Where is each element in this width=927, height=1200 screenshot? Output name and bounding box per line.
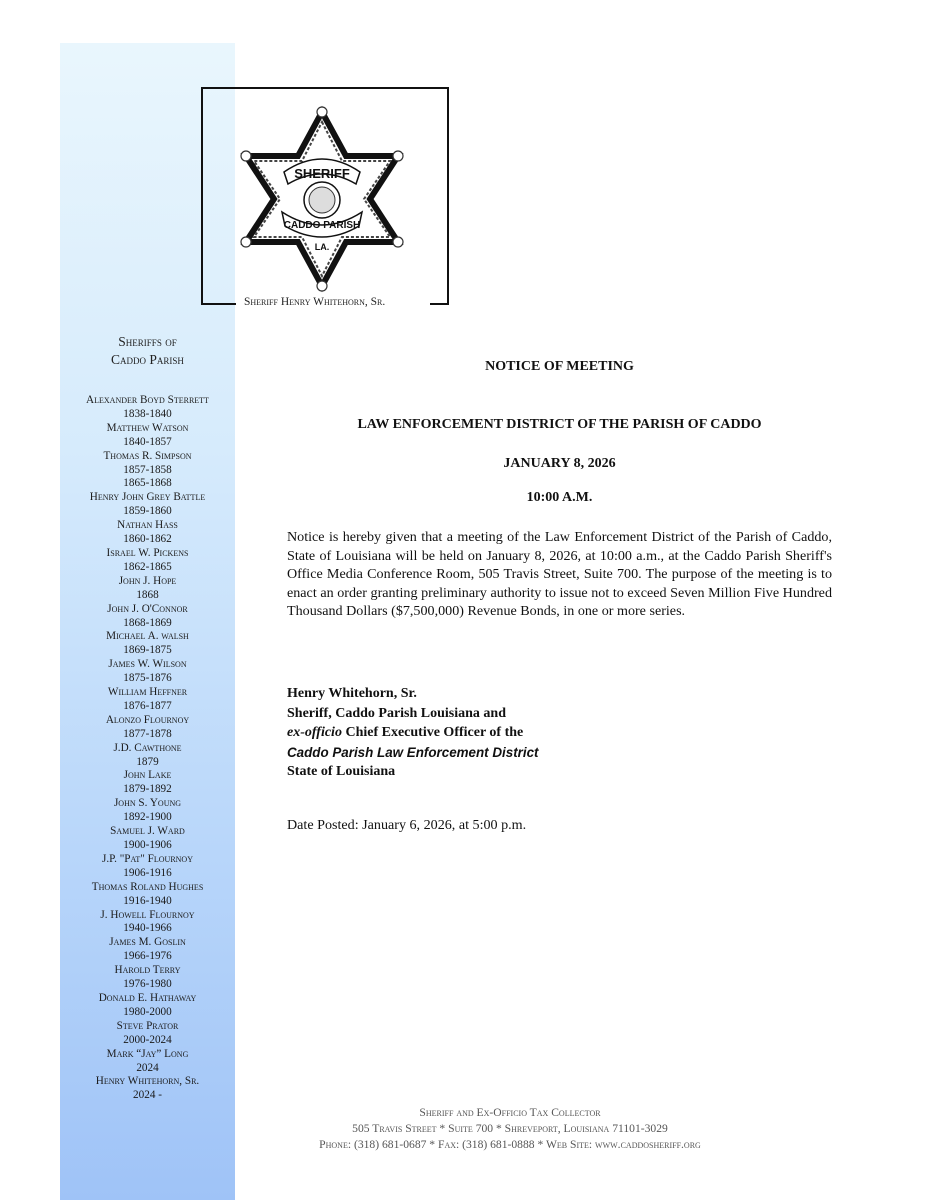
frame-divider-right bbox=[430, 303, 447, 305]
badge-bottom-text: CADDO PARISH bbox=[283, 220, 361, 231]
signer-role bbox=[287, 723, 687, 743]
sheriff-name: J.P. "Pat" Flournoy bbox=[102, 852, 193, 865]
sheriff-name: Alonzo Flournoy bbox=[105, 713, 190, 726]
sheriff-name: J.D. Cawthone bbox=[113, 741, 182, 754]
sheriff-star-badge-icon bbox=[232, 104, 412, 294]
district-heading: LAW ENFORCEMENT DISTRICT OF THE PARISH OF CADDO bbox=[357, 417, 762, 432]
footer-line-title: Sheriff and Ex-Officio Tax Collector bbox=[419, 1106, 601, 1119]
signer-name: Henry Whitehorn, Sr. bbox=[287, 686, 417, 701]
signer-title: Sheriff, Caddo Parish Louisiana and bbox=[287, 705, 506, 721]
sheriff-name: James W. Wilson bbox=[108, 658, 187, 671]
badge-state-text: LA. bbox=[314, 242, 330, 252]
sheriff-years: 1966-1976 bbox=[123, 950, 172, 963]
sheriff-years: 1879 bbox=[136, 755, 159, 768]
sheriff-name: Thomas R. Simpson bbox=[103, 449, 192, 462]
star-tip-ball bbox=[393, 151, 403, 161]
sheriff-name: Nathan Hass bbox=[117, 519, 178, 532]
star-tip-ball bbox=[393, 237, 403, 247]
sheriff-years: 1857-1858 bbox=[123, 463, 172, 476]
sheriff-years: 1916-1940 bbox=[123, 894, 172, 907]
footer-line-address: 505 Travis Street * Suite 700 * Shreveport, Louisiana 71101-3029 bbox=[352, 1122, 668, 1135]
sheriff-years: 2000-2024 bbox=[123, 1033, 172, 1046]
sheriff-years: 1868-1869 bbox=[123, 616, 172, 629]
sheriff-name: Donald E. Hathaway bbox=[98, 991, 197, 1004]
sheriff-years: 1900-1906 bbox=[123, 839, 172, 851]
sheriff-years: 1862-1865 bbox=[123, 560, 172, 573]
badge-caption: Sheriff Henry Whitehorn, Sr. bbox=[244, 296, 386, 308]
sidebar-title-line2: Caddo Parish bbox=[111, 352, 184, 367]
sheriff-years: 1838-1840 bbox=[123, 407, 172, 420]
sheriff-years: 1876-1877 bbox=[123, 699, 172, 712]
sheriff-name: Michael A. walsh bbox=[106, 630, 189, 643]
signer-district: Caddo Parish Law Enforcement District bbox=[287, 744, 539, 760]
footer-line-contact: Phone: (318) 681-0687 * Fax: (318) 681-0888 * Web Site: www.caddosheriff.org bbox=[319, 1138, 701, 1151]
badge-top-text: SHERIFF bbox=[294, 166, 350, 181]
notice-body: Notice is hereby given that a meeting of the Law Enforcement District of the Parish of Caddo, State of Louisiana will be held on January 8, 2026, at 10:00 a.m., at the Caddo Parish Sheriff's Office Media Conference Room, 505 Travis Street, Suite 700. The purpose of the meeting is to enact an order granting preliminary authority to issue not to exceed Seven Million Five Hundred Thousand Dollars ($7,500,000) Revenue Bonds, in one or more series. bbox=[287, 529, 832, 620]
ex-officio-text: ex-officio bbox=[287, 725, 342, 740]
sheriff-years: 1860-1862 bbox=[123, 533, 172, 546]
sheriff-name: Thomas Roland Hughes bbox=[91, 880, 204, 893]
sheriff-name: John J. Hope bbox=[118, 574, 177, 587]
sheriff-years: 1906-1916 bbox=[123, 866, 172, 879]
sheriff-name: John J. O'Connor bbox=[107, 602, 188, 615]
sidebar-title bbox=[60, 333, 235, 369]
sheriff-name: John S. Young bbox=[113, 797, 182, 810]
frame-divider-left bbox=[201, 303, 236, 305]
sheriff-years: 1859-1860 bbox=[123, 505, 172, 518]
star-tip-ball bbox=[317, 281, 327, 291]
sheriff-name: Samuel J. Ward bbox=[110, 825, 185, 838]
sheriff-name: Henry John Grey Battle bbox=[89, 491, 206, 504]
sheriff-years: 1877-1878 bbox=[123, 727, 172, 740]
meeting-time: 10:00 A.M. bbox=[526, 490, 593, 505]
sheriff-years: 1875-1876 bbox=[123, 672, 172, 685]
sheriff-name: William Heffner bbox=[107, 686, 188, 699]
sheriff-years: 1840-1857 bbox=[123, 435, 172, 448]
sheriff-years: 1892-1900 bbox=[123, 811, 172, 824]
sheriff-years: 1940-1966 bbox=[123, 922, 172, 935]
sheriff-years: 1976-1980 bbox=[123, 978, 172, 991]
sheriff-years: 2024 bbox=[136, 1061, 159, 1074]
sheriff-name: Henry Whitehorn, Sr. bbox=[95, 1075, 200, 1088]
sheriff-name: Harold Terry bbox=[114, 964, 181, 977]
sheriff-name: John Lake bbox=[123, 769, 172, 782]
sheriffs-list bbox=[60, 394, 235, 1103]
signature-block bbox=[287, 684, 687, 782]
star-tip-ball bbox=[241, 151, 251, 161]
sheriff-years: 1865-1868 bbox=[123, 477, 172, 490]
signer-state: State of Louisiana bbox=[287, 764, 396, 779]
sheriff-name: Matthew Watson bbox=[106, 421, 189, 434]
sidebar-title-line1: Sheriffs of bbox=[118, 334, 177, 349]
sheriff-years: 2024 - bbox=[133, 1089, 162, 1102]
sheriff-name: J. Howell Flournoy bbox=[100, 908, 195, 921]
notice-heading: NOTICE OF MEETING bbox=[485, 359, 634, 374]
sheriff-name: Steve Prator bbox=[116, 1019, 179, 1032]
sheriff-name: Alexander Boyd Sterrett bbox=[86, 394, 209, 406]
sheriff-years: 1868 bbox=[136, 588, 159, 601]
star-tip-ball bbox=[241, 237, 251, 247]
sheriff-name: Mark “Jay” Long bbox=[106, 1047, 189, 1060]
role-rest-text: Chief Executive Officer of the bbox=[341, 725, 524, 740]
sheriff-years: 1879-1892 bbox=[123, 783, 172, 796]
letterhead-footer bbox=[250, 1105, 770, 1153]
meeting-date: JANUARY 8, 2026 bbox=[503, 456, 616, 471]
sheriff-name: James M. Goslin bbox=[109, 936, 186, 949]
date-posted: Date Posted: January 6, 2026, at 5:00 p.m. bbox=[287, 817, 527, 833]
star-tip-ball bbox=[317, 107, 327, 117]
seal-inner bbox=[309, 187, 335, 213]
sheriff-name: Israel W. Pickens bbox=[106, 546, 189, 559]
sheriff-years: 1980-2000 bbox=[123, 1005, 172, 1018]
sheriff-years: 1869-1875 bbox=[123, 644, 172, 657]
